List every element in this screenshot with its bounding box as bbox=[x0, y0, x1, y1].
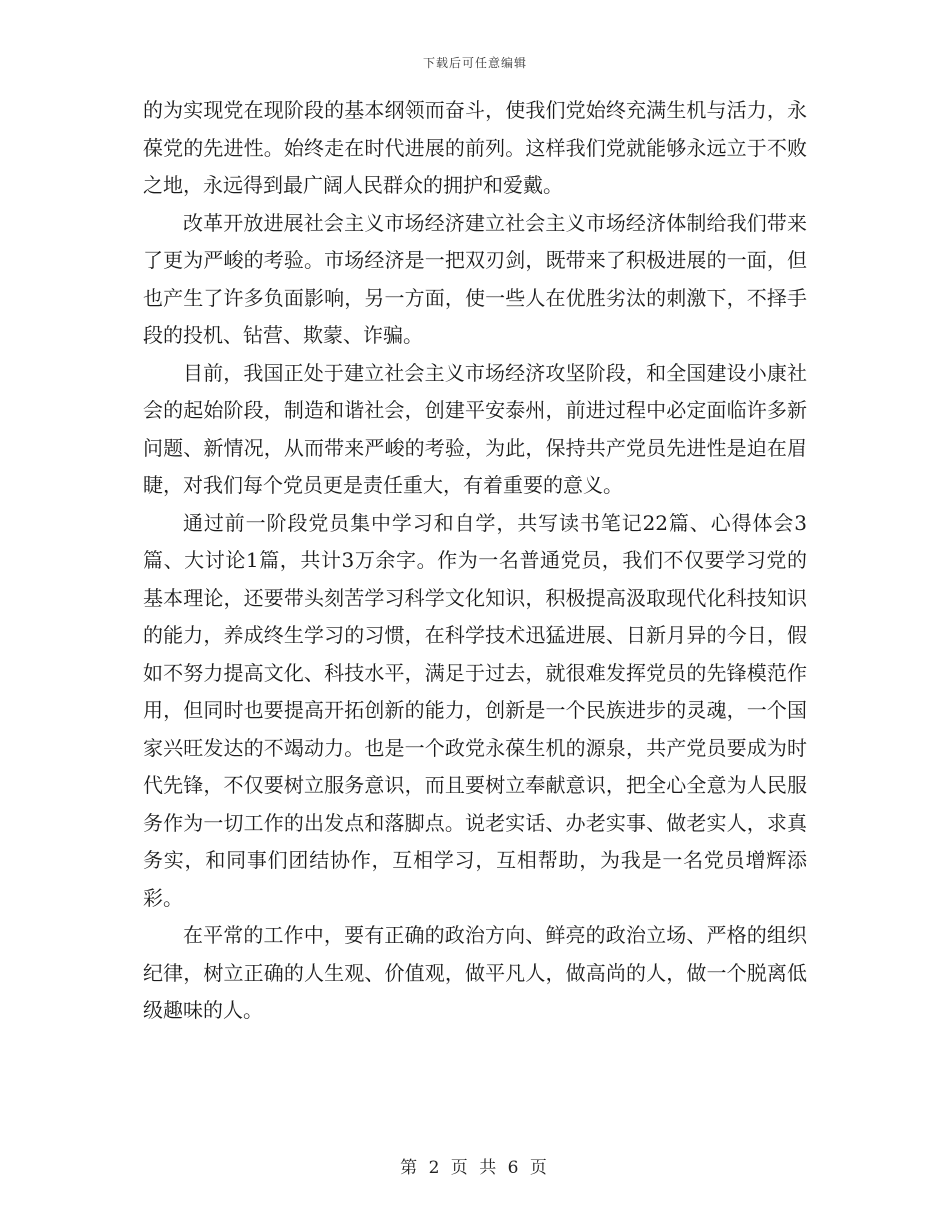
document-body bbox=[143, 92, 807, 1030]
paragraph-1: 的为实现党在现阶段的基本纲领而奋斗，使我们党始终充满生机与活力，永葆党的先进性。始终走在时代进展的前列。这样我们党就能够永远立于不败之地，永远得到最广阔人民群众的拥护和爱戴。 bbox=[143, 98, 807, 197]
paragraph-5: 在平常的工作中，要有正确的政治方向、鲜亮的政治立场、严格的组织纪律，树立正确的人生观、价值观，做平凡人，做高尚的人，做一个脱离低级趣味的人。 bbox=[143, 923, 807, 1022]
paragraph-3: 目前，我国正处于建立社会主义市场经济攻坚阶段，和全国建设小康社会的起始阶段，制造和谐社会，创建平安泰州，前进过程中必定面临许多新问题、新情况，从而带来严峻的考验，为此，保持共产党员先进性是迫在眉睫，对我们每个党员更是责任重大，有着重要的意义。 bbox=[143, 360, 807, 497]
paragraph-4: 通过前一阶段党员集中学习和自学，共写读书笔记22篇、心得体会3篇、大讨论1篇，共计3万余字。作为一名普通党员，我们不仅要学习党的基本理论，还要带头刻苦学习科学文化知识，积极提高汲取现代化科技知识的能力，养成终生学习的习惯，在科学技术迅猛进展、日新月异的今日，假如不努力提高文化、科技水平，满足于过去，就很难发挥党员的先锋模范作用，但同时也要提高开拓创新的能力，创新是一个民族进步的灵魂，一个国家兴旺发达的不竭动力。也是一个政党永葆生机的源泉，共产党员要成为时代先锋，不仅要树立服务意识，而且要树立奉献意识，把全心全意为人民服务作为一切工作的出发点和落脚点。说老实话、办老实事、做老实人，求真务实，和同事们团结协作，互相学习，互相帮助，为我是一名党员增辉添彩。 bbox=[143, 510, 807, 910]
paragraph-2: 改革开放进展社会主义市场经济建立社会主义市场经济体制给我们带来了更为严峻的考验。市场经济是一把双刃剑，既带来了积极进展的一面，但也产生了许多负面影响，另一方面，使一些人在优胜劣汰的刺激下，不择手段的投机、钻营、欺蒙、诈骗。 bbox=[143, 210, 807, 347]
page-number-footer: 第 2 页 共 6 页 bbox=[400, 1158, 550, 1178]
page-header: 下载后可任意编辑 bbox=[422, 56, 527, 70]
